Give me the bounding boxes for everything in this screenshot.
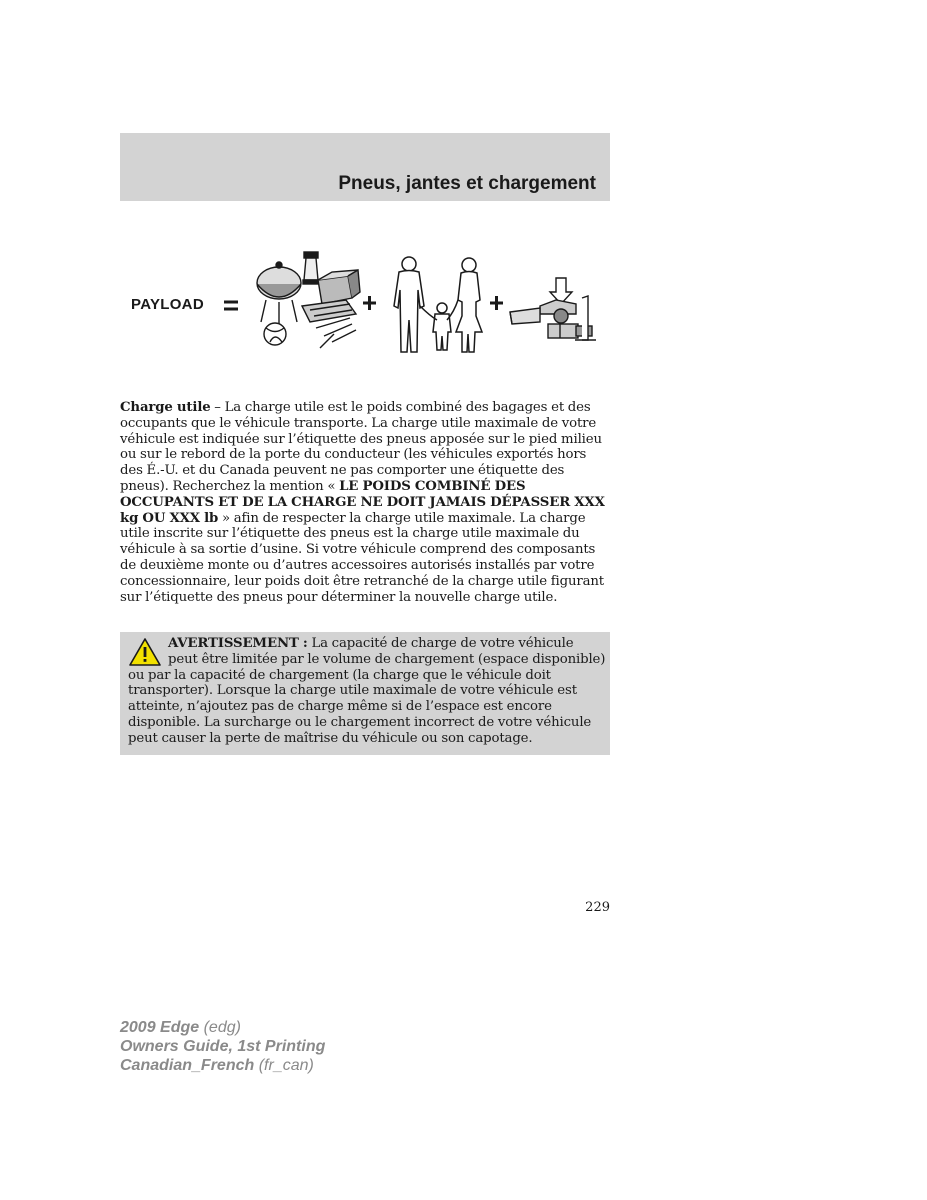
payload-figure bbox=[120, 240, 610, 365]
page-number: 229 bbox=[585, 900, 610, 915]
section-title: Pneus, jantes et chargement bbox=[338, 173, 596, 194]
footer-line-3: Canadian_French (fr_can) bbox=[120, 1057, 314, 1074]
plus-sign-icon bbox=[490, 296, 503, 310]
section-header bbox=[120, 133, 610, 201]
payload-label: PAYLOAD bbox=[131, 296, 204, 313]
warning-label: AVERTISSEMENT : bbox=[168, 636, 308, 651]
equals-sign-icon bbox=[224, 302, 238, 309]
people-illustration-icon bbox=[394, 257, 482, 352]
footer-line-1: 2009 Edge (edg) bbox=[120, 1019, 241, 1036]
label-mention: LE POIDS COMBINÉ DES OCCUPANTS ET DE LA CHARGE NE DOIT JAMAIS DÉPASSER XXX kg OU XXX lb bbox=[120, 478, 605, 526]
term-charge-utile: Charge utile bbox=[120, 400, 211, 415]
description-rest: » afin de respecter la charge utile maximale. La charge utile inscrite sur l’étiquette des pneus est la charge utile maximale du véhicule à sa sortie d’usine. Si votre véhicule comprend des composants de deuxième monte ou d’autres accessoires autorisés installés par votre concessionnaire, leur poids doit être retranché de la charge utile figurant sur l’étiquette des pneus pour déterminer la nouvelle charge utile. bbox=[120, 510, 604, 605]
footer-line-2: Owners Guide, 1st Printing bbox=[120, 1038, 326, 1055]
warning-body: La capacité de charge de votre véhicule peut être limitée par le volume de chargement (espace disponible) ou par la capacité de chargement (la charge que le véhicule doit transporter). Lorsque la charge utile maximale de votre véhicule est atteinte, n’ajoutez pas de charge même si de l’espace est encore disponible. La surcharge ou le chargement incorrect de votre véhicule peut causer la perte de maîtrise du véhicule ou son capotage. bbox=[128, 636, 606, 746]
warning-text bbox=[128, 636, 606, 747]
cargo-illustration-icon bbox=[257, 252, 360, 348]
document-footer bbox=[120, 1018, 325, 1075]
payload-description bbox=[120, 400, 610, 605]
description-intro: – La charge utile est le poids combiné des bagages et des occupants que le véhicule transporte. La charge utile maximale de votre véhicule est indiquée sur l’étiquette des pneus apposée sur le pied milieu ou sur le rebord de la porte du conducteur (les véhicules exportés hors des É.-U. et du Canada peuvent ne pas comporter une étiquette des pneus). Recherchez la mention « bbox=[120, 400, 602, 494]
plus-sign-icon bbox=[363, 296, 376, 310]
payload-illustration bbox=[120, 240, 610, 365]
warning-box bbox=[120, 632, 610, 755]
trailer-hitch-illustration-icon bbox=[510, 278, 596, 340]
